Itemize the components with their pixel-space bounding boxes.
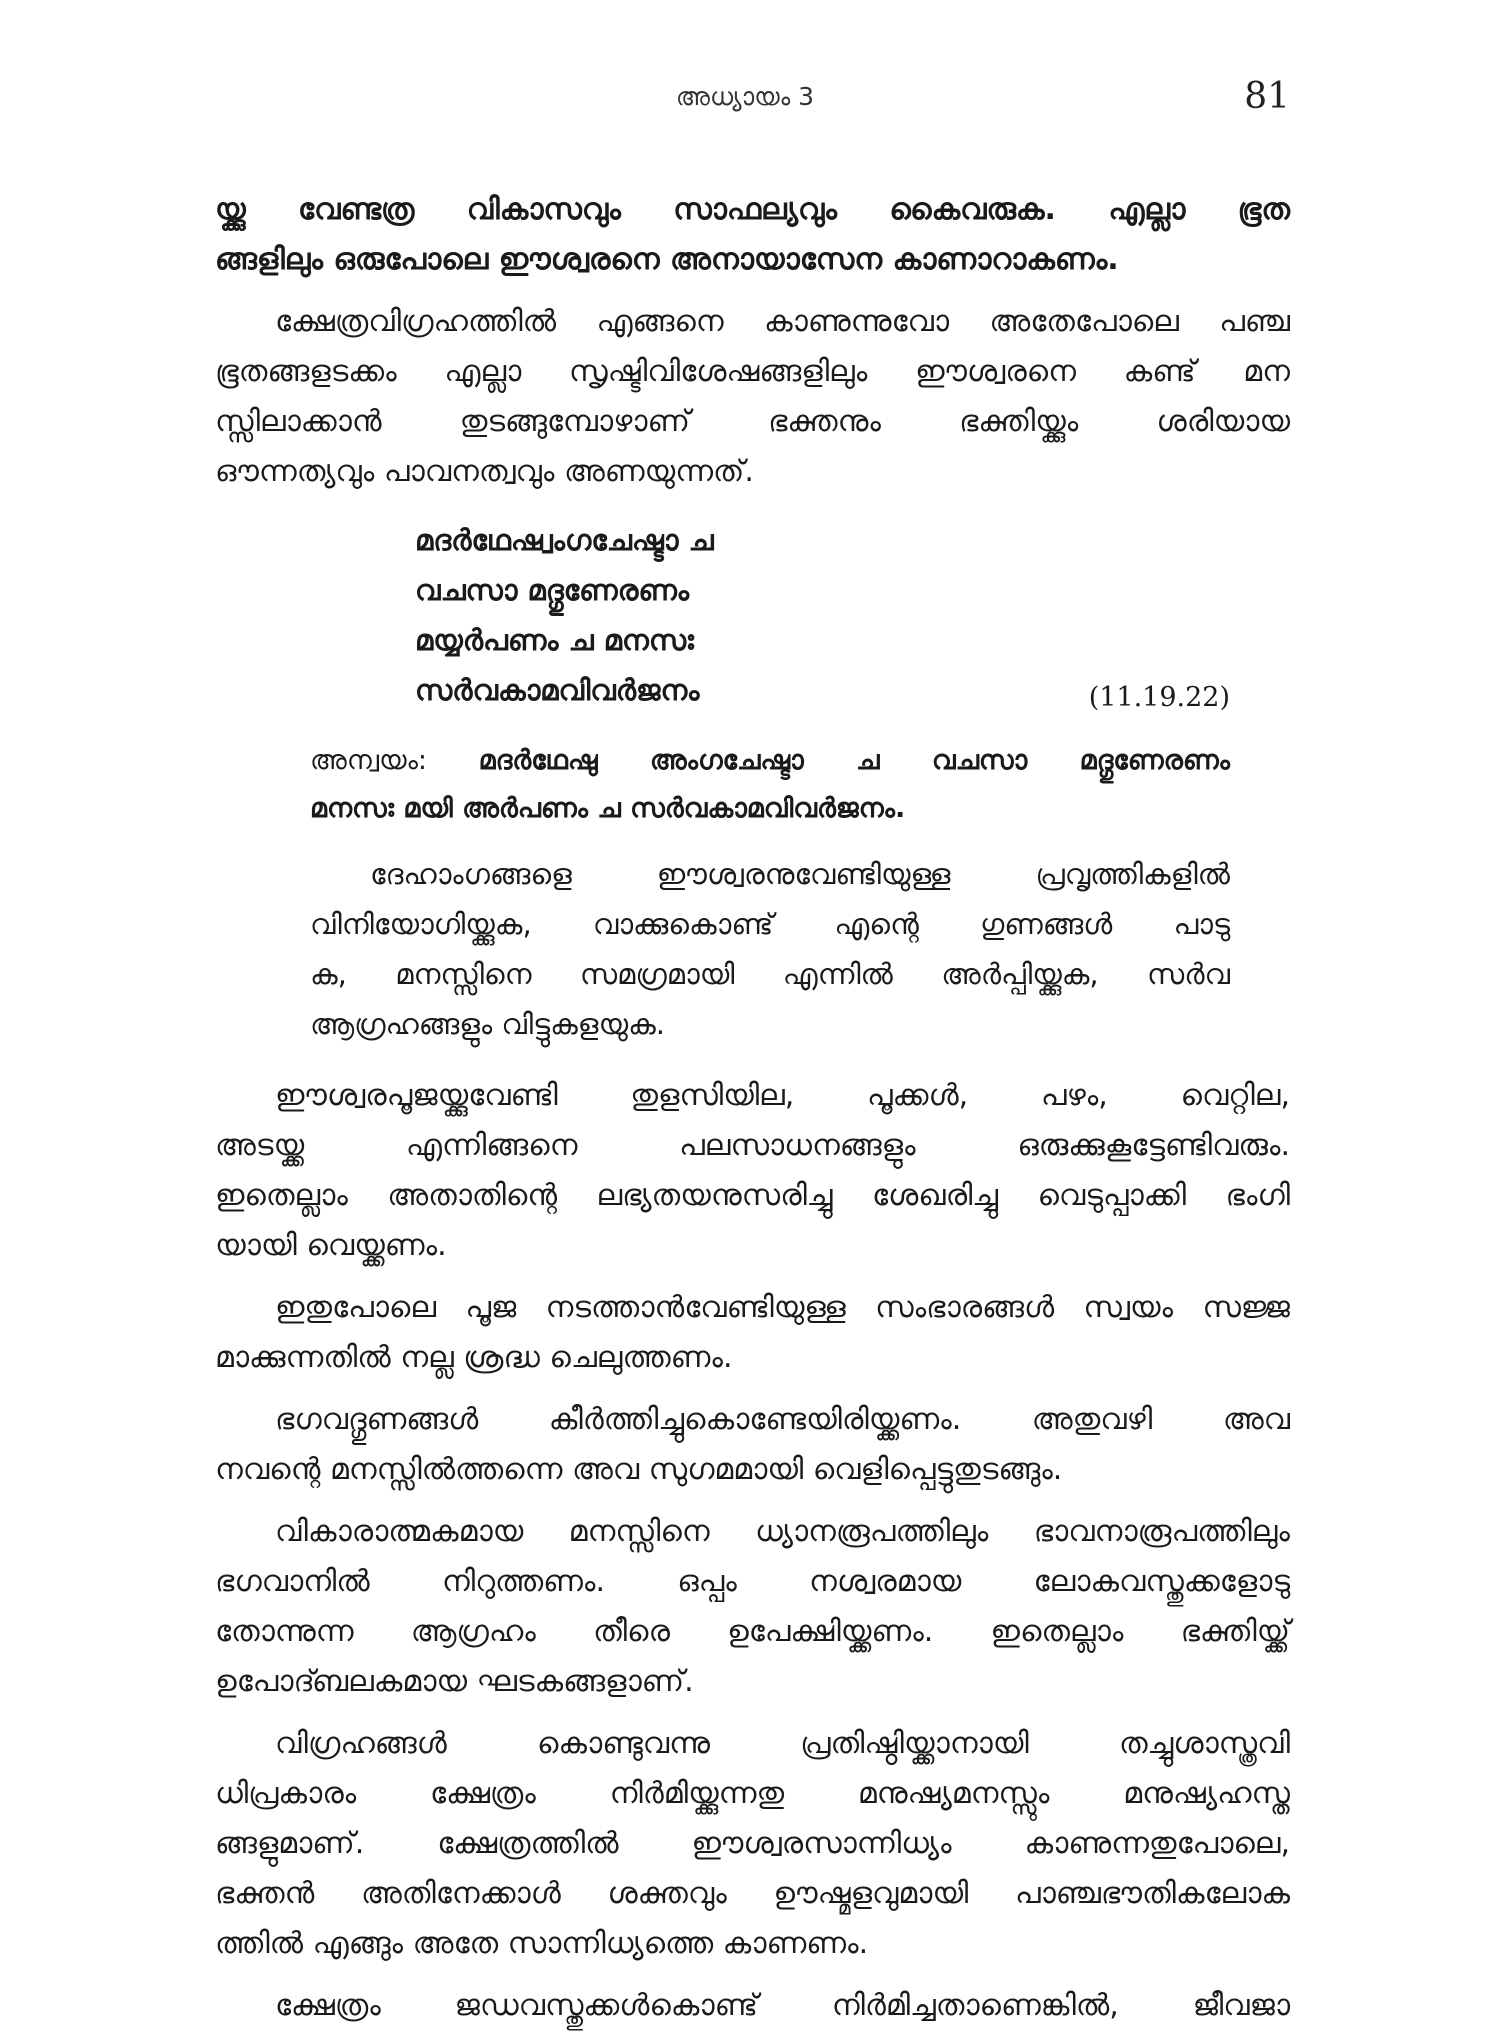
text-line: യ്ക്കു വേണ്ടത്ര വികാസവും സാഫല്യവും കൈവരുക. എല്ലാ ഭൂത (215, 192, 1290, 227)
intro-paragraph (215, 185, 1290, 285)
text-line: ഭഗവദ്ഗുണങ്ങൾ കീർത്തിച്ചുകൊണ്ടേയിരിയ്ക്കണം. അതുവഴി അവ (275, 1402, 1290, 1437)
paragraph-5 (215, 1507, 1290, 1707)
anvaya-label: അന്വയം: (310, 745, 427, 776)
text-line: ഭൂതങ്ങളടക്കം എല്ലാ സൃഷ്ടിവിശേഷങ്ങളിലും ഈശ്വരനെ കണ്ട് മന (215, 354, 1290, 389)
chapter-title: അധ്യായം 3 (675, 82, 815, 111)
text-line: ധിപ്രകാരം ക്ഷേത്രം നിർമിയ്ക്കുന്നതു മനുഷ്യമനസ്സും മനുഷ്യഹസ്ത (215, 1776, 1290, 1811)
text-line: ഉപോദ്ബലകമായ ഘടകങ്ങളാണ്. (215, 1664, 694, 1699)
text-line: വികാരാത്മകമായ മനസ്സിനെ ധ്യാനരൂപത്തിലും ഭാവനാരൂപത്തിലും (275, 1514, 1290, 1549)
text-line: യായി വെയ്ക്കണം. (215, 1228, 447, 1263)
verse-line: മയ്യർപണം ച മനസഃ (415, 623, 694, 657)
text-line: ഔന്നത്യവും പാവനത്വവും അണയുന്നത്. (215, 454, 754, 489)
verse-line: വചസാ മദ്ഗുണേരണം (415, 573, 689, 607)
text-line: ഇതെല്ലാം അതാതിന്റെ ലഭ്യതയനുസരിച്ചു ശേഖരിച്ചു വെടുപ്പാക്കി ഭംഗി (215, 1178, 1290, 1213)
paragraph-7 (215, 1981, 1290, 2031)
paragraph-6 (215, 1719, 1290, 1969)
anvaya-text: മനസഃ മയി അർപണം ച സർവകാമവിവർജനം. (310, 793, 906, 824)
sanskrit-verse (215, 515, 1290, 715)
paragraph-1 (215, 297, 1290, 497)
text-line: ഈശ്വരപൂജയ്ക്കുവേണ്ടി തുളസിയില, പൂക്കൾ, പഴം, വെറ്റില, (275, 1078, 1290, 1113)
text-line: മാക്കുന്നതിൽ നല്ല ശ്രദ്ധ ചെലുത്തണം. (215, 1340, 733, 1375)
anvaya-block (310, 737, 1230, 833)
page-body (215, 185, 1290, 2043)
page-number: 81 (1244, 76, 1290, 117)
text-line: ത്തിൽ എങ്ങും അതേ സാന്നിധ്യത്തെ കാണണം. (215, 1926, 869, 1961)
text-line: തോന്നുന്ന ആഗ്രഹം തീരെ ഉപേക്ഷിയ്ക്കണം. ഇതെല്ലാം ഭക്തിയ്ക്ക് (215, 1614, 1290, 1649)
verse-line: സർവകാമവിവർജനം (415, 673, 700, 707)
text-line: ഭക്തൻ അതിനേക്കാൾ ശക്തവും ഊഷ്മളവുമായി പാഞ്ചഭൗതികലോക (215, 1876, 1290, 1911)
text-line: വിഗ്രഹങ്ങൾ കൊണ്ടുവന്നു പ്രതിഷ്ഠിയ്ക്കാനായി തച്ചുശാസ്ത്രവി (275, 1726, 1290, 1761)
paragraph-4 (215, 1395, 1290, 1495)
text-line: ക്ഷേത്രവിഗ്രഹത്തിൽ എങ്ങനെ കാണുന്നുവോ അതേപോലെ പഞ്ച (275, 304, 1290, 339)
text-line: ആഗ്രഹങ്ങളും വിട്ടുകളയുക. (310, 1007, 665, 1041)
verse-line: മദർഥേഷ്വംഗചേഷ്ടാ ച (415, 523, 714, 557)
verse-meaning (310, 849, 1230, 1049)
text-line: ഇതുപോലെ പൂജ നടത്താൻവേണ്ടിയുള്ള സംഭാരങ്ങൾ സ്വയം സജ്ജ (275, 1290, 1290, 1325)
page-header (200, 76, 1290, 132)
text-line: വിനിയോഗിയ്ക്കുക, വാക്കുകൊണ്ട് എന്റെ ഗുണങ്ങൾ പാടു (310, 907, 1230, 941)
text-line: ദേഹാംഗങ്ങളെ ഈശ്വരനുവേണ്ടിയുള്ള പ്രവൃത്തികളിൽ (370, 857, 1230, 891)
verse-reference: (11.19.22) (1088, 682, 1230, 713)
paragraph-3 (215, 1283, 1290, 1383)
anvaya-text: മദർഥേഷു അംഗചേഷ്ടാ ച വചസാ മദ്ഗുണേരണം (478, 745, 1230, 776)
text-line: നവന്റെ മനസ്സിൽത്തന്നെ അവ സുഗമമായി വെളിപ്പെട്ടുതുടങ്ങും. (215, 1452, 1063, 1487)
paragraph-2 (215, 1071, 1290, 1271)
text-line: ങ്ങളുമാണ്. ക്ഷേത്രത്തിൽ ഈശ്വരസാന്നിധ്യം കാണുന്നതുപോലെ, (215, 1826, 1290, 1861)
text-line: ക്ഷേത്രം ജഡവസ്തുക്കൾകൊണ്ട് നിർമിച്ചതാണെങ്കിൽ, ജീവജാ (275, 1988, 1290, 2023)
text-line: ഭഗവാനിൽ നിറുത്തണം. ഒപ്പം നശ്വരമായ ലോകവസ്തുക്കളോടു (215, 1564, 1290, 1599)
text-line: ങ്ങളിലും ഒരുപോലെ ഈശ്വരനെ അനായാസേന കാണാറാകണം. (215, 242, 1119, 277)
text-line: അടയ്ക്ക എന്നിങ്ങനെ പലസാധനങ്ങളും ഒരുക്കുകൂട്ടേണ്ടിവരും. (215, 1128, 1290, 1163)
text-line: സ്സിലാക്കാൻ തുടങ്ങുമ്പോഴാണ് ഭക്തനും ഭക്തിയ്ക്കും ശരിയായ (215, 404, 1290, 439)
text-line: ക, മനസ്സിനെ സമഗ്രമായി എന്നിൽ അർപ്പിയ്ക്കുക, സർവ (310, 957, 1230, 991)
